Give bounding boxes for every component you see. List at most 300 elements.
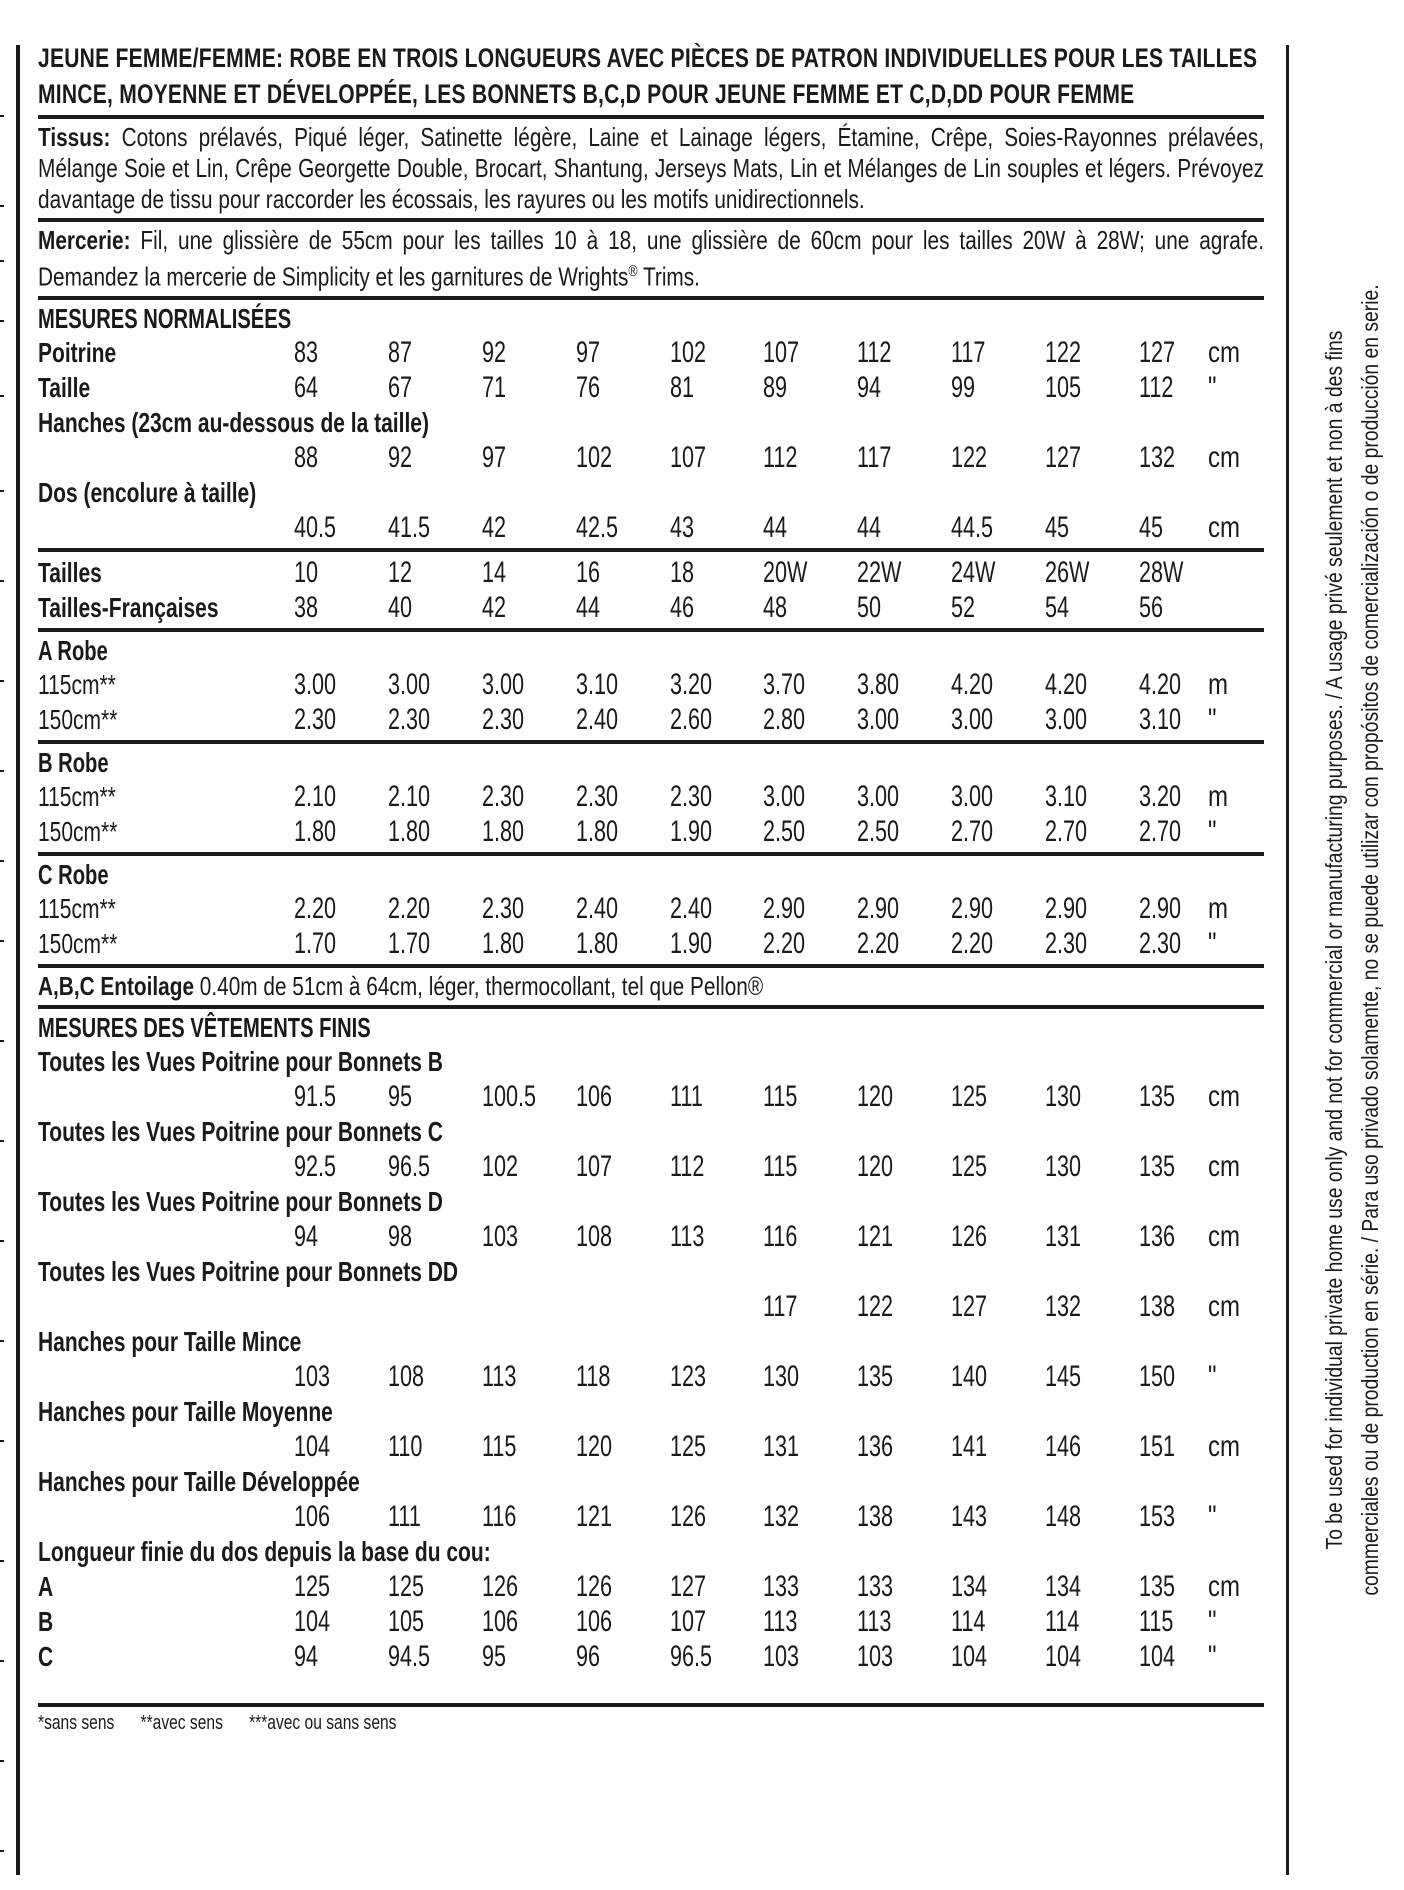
registered-mark: ® <box>628 263 638 280</box>
measurement-row <box>38 779 1264 814</box>
value-cell: 122 <box>1045 335 1082 369</box>
value-cell: 125 <box>670 1429 707 1463</box>
measurement-row <box>38 1534 1264 1569</box>
value-cell: 94.5 <box>388 1639 431 1673</box>
value-cell: 118 <box>576 1359 611 1393</box>
value-cell: 105 <box>1045 370 1082 404</box>
value-cell: 127 <box>1139 335 1176 369</box>
row-label: B <box>38 1605 54 1637</box>
notions-label: Mercerie: <box>38 225 131 255</box>
value-cell: 54 <box>1045 590 1070 624</box>
value-cell: 106 <box>482 1604 519 1638</box>
value-cell: 2.50 <box>857 814 900 848</box>
value-cell: 110 <box>388 1429 423 1463</box>
measurement-row <box>38 702 1264 737</box>
value-cell: 16 <box>576 555 601 589</box>
value-cell: 2.20 <box>951 926 994 960</box>
value-cell: 83 <box>294 335 319 369</box>
measurement-row <box>38 590 1264 625</box>
value-cell: 44 <box>576 590 601 624</box>
value-cell: 56 <box>1139 590 1164 624</box>
value-cell: 135 <box>1139 1569 1176 1603</box>
measurement-row <box>38 475 1264 510</box>
value-cell: 2.20 <box>388 891 431 925</box>
crop-tick <box>0 1760 4 1762</box>
value-cell: 114 <box>951 1604 986 1638</box>
unit-label: " <box>1208 1359 1217 1393</box>
value-cell: 3.10 <box>1045 779 1088 813</box>
value-cell: 108 <box>388 1359 425 1393</box>
value-cell: 111 <box>388 1499 421 1533</box>
value-cell: 134 <box>1045 1569 1082 1603</box>
value-cell: 92 <box>482 335 507 369</box>
value-cell: 104 <box>294 1429 331 1463</box>
value-cell: 153 <box>1139 1499 1176 1533</box>
value-cell: 103 <box>857 1639 894 1673</box>
value-cell: 2.70 <box>1139 814 1182 848</box>
usage-notice <box>1300 60 1404 1820</box>
value-cell: 131 <box>1045 1219 1082 1253</box>
notions-text: Fil, une glissière de 55cm pour les tailles 10 à 18, une glissière de 60cm pour les tailles 20W à 28W; une agrafe. Demandez la mercerie de Simplicity et les garnitures de Wrights <box>38 225 1265 292</box>
crop-tick <box>0 770 4 772</box>
value-cell: 123 <box>670 1359 707 1393</box>
crop-tick <box>0 1850 4 1852</box>
value-cell: 1.80 <box>576 926 619 960</box>
crop-tick <box>0 395 4 397</box>
unit-label: cm <box>1208 335 1240 369</box>
value-cell: 115 <box>1139 1604 1174 1638</box>
value-cell: 135 <box>1139 1079 1176 1113</box>
value-cell: 112 <box>670 1149 705 1183</box>
value-cell: 97 <box>482 440 507 474</box>
divider <box>38 1005 1264 1009</box>
measurement-row <box>38 555 1264 590</box>
notions-section <box>38 225 1264 293</box>
crop-tick <box>0 1560 4 1562</box>
value-cell: 3.00 <box>388 667 431 701</box>
measurement-row <box>38 814 1264 849</box>
value-cell: 52 <box>951 590 976 624</box>
value-cell: 102 <box>670 335 707 369</box>
value-cell: 138 <box>857 1499 894 1533</box>
value-cell: 127 <box>670 1569 707 1603</box>
value-cell: 1.80 <box>482 814 525 848</box>
value-cell: 143 <box>951 1499 988 1533</box>
row-label: 150cm** <box>38 703 118 735</box>
usage-notice-line: To be used for individual private home use only and not for commercial or manufacturing purposes. / A usage privé seulement et non à des fins <box>1321 330 1347 1550</box>
row-label: 115cm** <box>38 668 116 700</box>
value-cell: 2.20 <box>857 926 900 960</box>
value-cell: 2.30 <box>576 779 619 813</box>
value-cell: 127 <box>1045 440 1082 474</box>
divider <box>38 628 1264 632</box>
measurement-row <box>38 1359 1264 1394</box>
value-cell: 130 <box>1045 1079 1082 1113</box>
yardage-table <box>38 891 1264 961</box>
value-cell: 113 <box>763 1604 798 1638</box>
value-cell: 136 <box>857 1429 894 1463</box>
crop-tick <box>0 860 4 862</box>
row-label: Toutes les Vues Poitrine pour Bonnets C <box>38 1115 443 1147</box>
value-cell: 3.00 <box>857 702 900 736</box>
sizes-table <box>38 555 1264 625</box>
crop-tick <box>0 680 4 682</box>
value-cell: 2.20 <box>294 891 337 925</box>
divider <box>38 115 1264 119</box>
value-cell: 2.40 <box>670 891 713 925</box>
measurement-row <box>38 926 1264 961</box>
row-label: Hanches pour Taille Mince <box>38 1325 302 1357</box>
value-cell: 3.20 <box>670 667 713 701</box>
value-cell: 87 <box>388 335 413 369</box>
value-cell: 2.40 <box>576 891 619 925</box>
fabrics-section <box>38 122 1264 215</box>
footnote: **avec sens <box>140 1711 223 1734</box>
value-cell: 88 <box>294 440 319 474</box>
value-cell: 113 <box>670 1219 705 1253</box>
unit-label: " <box>1208 926 1217 960</box>
value-cell: 106 <box>576 1604 613 1638</box>
row-label: 115cm** <box>38 780 116 812</box>
unit-label: cm <box>1208 1079 1240 1113</box>
view-heading: B Robe <box>38 746 109 778</box>
yardage-views <box>38 635 1264 968</box>
row-label: 115cm** <box>38 892 116 924</box>
value-cell: 38 <box>294 590 319 624</box>
row-label: 150cm** <box>38 927 118 959</box>
value-cell: 94 <box>857 370 882 404</box>
value-cell: 96.5 <box>388 1149 431 1183</box>
row-label: Dos (encolure à taille) <box>38 476 257 508</box>
value-cell: 106 <box>294 1499 331 1533</box>
measurement-row <box>38 1184 1264 1219</box>
value-cell: 150 <box>1139 1359 1176 1393</box>
value-cell: 2.30 <box>482 702 525 736</box>
value-cell: 132 <box>763 1499 800 1533</box>
value-cell: 1.80 <box>576 814 619 848</box>
row-label: Tailles <box>38 556 102 588</box>
row-label: Hanches pour Taille Développée <box>38 1465 360 1497</box>
value-cell: 115 <box>763 1149 798 1183</box>
value-cell: 50 <box>857 590 882 624</box>
unit-label: cm <box>1208 1149 1240 1183</box>
value-cell: 133 <box>857 1569 894 1603</box>
value-cell: 1.80 <box>294 814 337 848</box>
value-cell: 14 <box>482 555 507 589</box>
value-cell: 1.70 <box>388 926 431 960</box>
value-cell: 112 <box>857 335 892 369</box>
value-cell: 131 <box>763 1429 800 1463</box>
measurement-row <box>38 1604 1264 1639</box>
value-cell: 3.10 <box>1139 702 1182 736</box>
value-cell: 2.30 <box>482 891 525 925</box>
value-cell: 20W <box>763 555 808 589</box>
value-cell: 44 <box>857 510 882 544</box>
row-label: Toutes les Vues Poitrine pour Bonnets DD <box>38 1255 459 1287</box>
crop-tick <box>0 1140 4 1142</box>
crop-tick <box>0 1340 4 1342</box>
value-cell: 122 <box>951 440 988 474</box>
crop-tick <box>0 1440 4 1442</box>
value-cell: 42 <box>482 510 507 544</box>
value-cell: 3.70 <box>763 667 806 701</box>
value-cell: 106 <box>576 1079 613 1113</box>
value-cell: 89 <box>763 370 788 404</box>
value-cell: 136 <box>1139 1219 1176 1253</box>
value-cell: 12 <box>388 555 413 589</box>
value-cell: 107 <box>576 1149 613 1183</box>
usage-notice-line: commerciales ou de production en série. / Para uso privado solamente, no se puede utilizar con propósitos de comercialización o de producción en serie. <box>1357 284 1383 1596</box>
value-cell: 103 <box>482 1219 519 1253</box>
value-cell: 4.20 <box>1139 667 1182 701</box>
finished-measurements-table <box>38 1044 1264 1674</box>
view-heading: A Robe <box>38 634 108 666</box>
divider <box>38 218 1264 222</box>
value-cell: 2.30 <box>388 702 431 736</box>
measurement-row <box>38 1289 1264 1324</box>
value-cell: 104 <box>294 1604 331 1638</box>
value-cell: 3.00 <box>857 779 900 813</box>
value-cell: 2.10 <box>294 779 337 813</box>
value-cell: 107 <box>670 1604 707 1638</box>
interfacing-section <box>38 971 1264 1002</box>
value-cell: 1.90 <box>670 814 713 848</box>
value-cell: 145 <box>1045 1359 1082 1393</box>
value-cell: 133 <box>763 1569 800 1603</box>
value-cell: 140 <box>951 1359 988 1393</box>
value-cell: 1.80 <box>482 926 525 960</box>
value-cell: 108 <box>576 1219 613 1253</box>
value-cell: 113 <box>857 1604 892 1638</box>
unit-label: cm <box>1208 1289 1240 1323</box>
value-cell: 22W <box>857 555 902 589</box>
value-cell: 43 <box>670 510 695 544</box>
measurement-row <box>38 1149 1264 1184</box>
value-cell: 2.40 <box>576 702 619 736</box>
value-cell: 2.30 <box>482 779 525 813</box>
crop-tick <box>0 580 4 582</box>
value-cell: 2.70 <box>1045 814 1088 848</box>
value-cell: 141 <box>951 1429 988 1463</box>
row-label: Hanches (23cm au-dessous de la taille) <box>38 406 429 438</box>
value-cell: 42 <box>482 590 507 624</box>
value-cell: 135 <box>1139 1149 1176 1183</box>
value-cell: 95 <box>482 1639 507 1673</box>
value-cell: 67 <box>388 370 413 404</box>
row-label: A <box>38 1570 54 1602</box>
unit-label: m <box>1208 667 1228 701</box>
value-cell: 48 <box>763 590 788 624</box>
value-cell: 96.5 <box>670 1639 713 1673</box>
value-cell: 3.00 <box>763 779 806 813</box>
value-cell: 104 <box>951 1639 988 1673</box>
measurement-row <box>38 1639 1264 1674</box>
crop-tick <box>0 490 4 492</box>
row-label: Poitrine <box>38 336 117 368</box>
value-cell: 121 <box>857 1219 894 1253</box>
row-label: Hanches pour Taille Moyenne <box>38 1395 333 1427</box>
value-cell: 148 <box>1045 1499 1082 1533</box>
value-cell: 102 <box>482 1149 519 1183</box>
value-cell: 104 <box>1139 1639 1176 1673</box>
measurement-row <box>38 510 1264 545</box>
standard-measurements-table <box>38 335 1264 545</box>
measurement-row <box>38 1569 1264 1604</box>
value-cell: 120 <box>857 1149 894 1183</box>
value-cell: 117 <box>951 335 986 369</box>
row-label: Tailles-Françaises <box>38 591 219 623</box>
divider <box>38 740 1264 744</box>
value-cell: 95 <box>388 1079 413 1113</box>
footnote: ***avec ou sans sens <box>249 1711 397 1734</box>
value-cell: 18 <box>670 555 695 589</box>
value-cell: 130 <box>1045 1149 1082 1183</box>
value-cell: 4.20 <box>951 667 994 701</box>
value-cell: 126 <box>670 1499 707 1533</box>
value-cell: 135 <box>857 1359 894 1393</box>
value-cell: 2.90 <box>763 891 806 925</box>
interfacing-text: 0.40m de 51cm à 64cm, léger, thermocollant, tel que Pellon® <box>194 970 764 1001</box>
value-cell: 117 <box>763 1289 798 1323</box>
value-cell: 40.5 <box>294 510 337 544</box>
value-cell: 3.80 <box>857 667 900 701</box>
value-cell: 2.20 <box>763 926 806 960</box>
value-cell: 138 <box>1139 1289 1176 1323</box>
value-cell: 2.90 <box>857 891 900 925</box>
measurement-row <box>38 667 1264 702</box>
value-cell: 134 <box>951 1569 988 1603</box>
row-label: Taille <box>38 371 91 403</box>
row-label: Longueur finie du dos depuis la base du cou: <box>38 1535 491 1567</box>
value-cell: 24W <box>951 555 996 589</box>
left-border-rule <box>16 45 20 1875</box>
value-cell: 41.5 <box>388 510 431 544</box>
value-cell: 117 <box>857 440 892 474</box>
value-cell: 116 <box>482 1499 517 1533</box>
value-cell: 127 <box>951 1289 988 1323</box>
measurement-row <box>38 891 1264 926</box>
value-cell: 2.60 <box>670 702 713 736</box>
value-cell: 122 <box>857 1289 894 1323</box>
value-cell: 126 <box>482 1569 519 1603</box>
value-cell: 116 <box>763 1219 798 1253</box>
value-cell: 125 <box>951 1079 988 1113</box>
value-cell: 46 <box>670 590 695 624</box>
value-cell: 2.90 <box>1045 891 1088 925</box>
measurement-row <box>38 1219 1264 1254</box>
unit-label: cm <box>1208 440 1240 474</box>
value-cell: 2.30 <box>1139 926 1182 960</box>
value-cell: 96 <box>576 1639 601 1673</box>
value-cell: 45 <box>1139 510 1164 544</box>
pattern-title: JEUNE FEMME/FEMME: ROBE EN TROIS LONGUEURS AVEC PIÈCES DE PATRON INDIVIDUELLES POUR LES TAILLES MINCE, MOYENNE ET DÉVELOPPÉE, LES BONNETS B,C,D POUR JEUNE FEMME ET C,D,DD POUR FEMME <box>38 43 1258 109</box>
unit-label: " <box>1208 1499 1217 1533</box>
measurement-row <box>38 1114 1264 1149</box>
crop-tick <box>0 205 4 207</box>
crop-tick <box>0 1240 4 1242</box>
value-cell: 97 <box>576 335 601 369</box>
value-cell: 125 <box>951 1149 988 1183</box>
value-cell: 100.5 <box>482 1079 537 1113</box>
value-cell: 107 <box>670 440 707 474</box>
measurement-row <box>38 1394 1264 1429</box>
row-label: Toutes les Vues Poitrine pour Bonnets D <box>38 1185 443 1217</box>
measurement-row <box>38 1464 1264 1499</box>
value-cell: 94 <box>294 1639 319 1673</box>
value-cell: 3.00 <box>482 667 525 701</box>
value-cell: 42.5 <box>576 510 619 544</box>
value-cell: 151 <box>1139 1429 1176 1463</box>
crop-tick <box>0 320 4 322</box>
unit-label: cm <box>1208 1219 1240 1253</box>
value-cell: 121 <box>576 1499 613 1533</box>
divider <box>38 548 1264 552</box>
value-cell: 126 <box>576 1569 613 1603</box>
value-cell: 2.70 <box>951 814 994 848</box>
value-cell: 3.20 <box>1139 779 1182 813</box>
value-cell: 2.30 <box>294 702 337 736</box>
value-cell: 115 <box>482 1429 517 1463</box>
measurement-row <box>38 370 1264 405</box>
crop-tick <box>0 940 4 942</box>
finished-measurements-heading: MESURES DES VÊTEMENTS FINIS <box>38 1011 371 1043</box>
pattern-envelope-back <box>38 40 1264 1736</box>
divider <box>38 964 1264 968</box>
value-cell: 105 <box>388 1604 425 1638</box>
crop-tick <box>0 1660 4 1662</box>
value-cell: 28W <box>1139 555 1184 589</box>
value-cell: 102 <box>576 440 613 474</box>
value-cell: 3.00 <box>951 702 994 736</box>
value-cell: 44 <box>763 510 788 544</box>
measurement-row <box>38 335 1264 370</box>
row-label: Toutes les Vues Poitrine pour Bonnets B <box>38 1045 443 1077</box>
value-cell: 120 <box>576 1429 613 1463</box>
footnotes <box>38 1710 1262 1736</box>
unit-label: m <box>1208 779 1228 813</box>
value-cell: 126 <box>951 1219 988 1253</box>
fabrics-text: Cotons prélavés, Piqué léger, Satinette légère, Laine et Lainage légers, Étamine, Crêpe, Soies-Rayonnes prélavées, Mélange Soie et Lin, Crêpe Georgette Double, Brocart, Shantung, Jerseys Mats, Lin et Mélanges de Lin souples et légers. Prévoyez davantage de tissu pour raccorder les écossais, les rayures ou les motifs unidirectionnels. <box>38 122 1265 214</box>
unit-label: cm <box>1208 1569 1240 1603</box>
value-cell: 103 <box>763 1639 800 1673</box>
value-cell: 103 <box>294 1359 331 1393</box>
measurement-row <box>38 1499 1264 1534</box>
standard-measurements-heading: MESURES NORMALISÉES <box>38 302 292 334</box>
divider <box>38 852 1264 856</box>
right-border-rule <box>1286 45 1289 1875</box>
value-cell: 3.00 <box>951 779 994 813</box>
notions-tail: Trims. <box>637 261 700 292</box>
crop-tick <box>0 115 4 117</box>
value-cell: 112 <box>763 440 798 474</box>
value-cell: 3.00 <box>1045 702 1088 736</box>
divider <box>38 296 1264 300</box>
value-cell: 40 <box>388 590 413 624</box>
crop-tick <box>0 260 4 262</box>
value-cell: 107 <box>763 335 800 369</box>
value-cell: 2.50 <box>763 814 806 848</box>
value-cell: 71 <box>482 370 507 404</box>
value-cell: 125 <box>388 1569 425 1603</box>
value-cell: 115 <box>763 1079 798 1113</box>
value-cell: 92.5 <box>294 1149 337 1183</box>
value-cell: 10 <box>294 555 319 589</box>
value-cell: 146 <box>1045 1429 1082 1463</box>
interfacing-label: A,B,C Entoilage <box>38 970 195 1001</box>
value-cell: 64 <box>294 370 319 404</box>
value-cell: 99 <box>951 370 976 404</box>
value-cell: 26W <box>1045 555 1090 589</box>
